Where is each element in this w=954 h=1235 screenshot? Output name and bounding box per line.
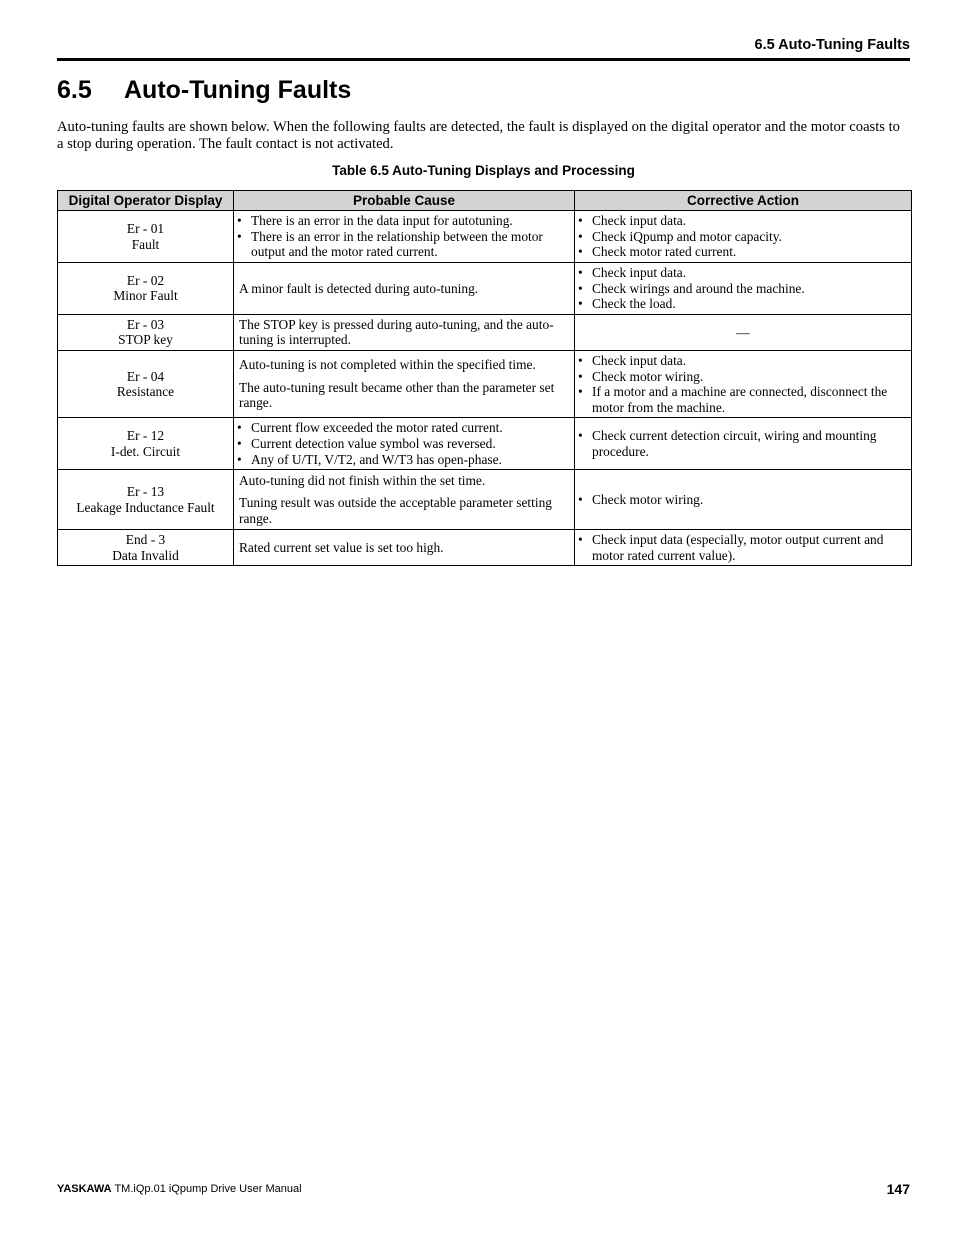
section-title-text: Auto-Tuning Faults <box>124 76 352 104</box>
column-header-display: Digital Operator Display <box>58 191 234 211</box>
cause-text: Tuning result was outside the acceptable parameter setting range. <box>239 495 552 526</box>
cause-item: • Any of U/TI, V/T2, and W/T3 has open-phase. <box>237 452 569 468</box>
fault-name: Leakage Inductance Fault <box>76 499 215 515</box>
fault-name: STOP key <box>118 332 173 348</box>
cause-item: • Current flow exceeded the motor rated current. <box>237 420 569 436</box>
footer-brand: YASKAWA <box>57 1183 112 1195</box>
cause-text: Auto-tuning is not completed within the specified time. <box>239 357 536 373</box>
action-item: • Check input data. <box>578 353 906 369</box>
auto-tuning-faults-table <box>57 190 912 566</box>
cause-text: Auto-tuning did not finish within the set time. <box>239 472 486 488</box>
running-header: 6.5 Auto-Tuning Faults <box>754 37 910 53</box>
fault-name: Resistance <box>116 384 175 400</box>
action-item: • Check the load. <box>578 296 906 312</box>
action-cell <box>575 263 912 315</box>
column-header-action: Corrective Action <box>575 191 912 211</box>
action-item: • Check motor wiring. <box>578 492 906 508</box>
action-item: • Check iQpump and motor capacity. <box>578 229 906 245</box>
table-row <box>58 211 912 263</box>
column-header-cause: Probable Cause <box>234 191 575 211</box>
cause-text: A minor fault is detected during auto-tuning. <box>239 280 479 296</box>
table-row <box>58 314 912 350</box>
cause-item: • There is an error in the data input for autotuning. <box>237 213 569 229</box>
display-cell <box>58 418 234 470</box>
action-item: • Check motor wiring. <box>578 369 906 385</box>
intro-paragraph: Auto-tuning faults are shown below. When the following faults are detected, the fault is displayed on the digital operator and the motor coasts to a stop during operation. The fault contact is not activated. <box>57 119 900 152</box>
display-cell <box>58 211 234 263</box>
cause-item: • Current detection value symbol was reversed. <box>237 436 569 452</box>
fault-name: I-det. Circuit <box>110 443 181 459</box>
action-item: • Check motor rated current. <box>578 244 906 260</box>
table-row <box>58 418 912 470</box>
footer-manual-name: TM.iQp.01 iQpump Drive User Manual <box>111 1183 302 1195</box>
fault-code: End - 3 <box>125 532 166 548</box>
footer-manual-title <box>57 1183 302 1195</box>
table-row <box>58 470 912 530</box>
cause-item: • There is an error in the relationship between the motor output and the motor rated current. <box>237 229 569 260</box>
action-cell <box>575 470 912 530</box>
cause-cell <box>234 263 575 315</box>
fault-name: Fault <box>131 236 160 252</box>
fault-code: Er - 03 <box>126 316 165 332</box>
display-cell <box>58 263 234 315</box>
header-rule <box>57 58 910 61</box>
section-title <box>57 76 351 105</box>
fault-name: Data Invalid <box>112 547 179 563</box>
action-cell <box>575 530 912 566</box>
action-item: • Check input data. <box>578 213 906 229</box>
action-item: • Check wirings and around the machine. <box>578 281 906 297</box>
cause-cell <box>234 418 575 470</box>
table-row <box>58 530 912 566</box>
display-cell <box>58 470 234 530</box>
action-item: • Check input data (especially, motor output current and motor rated current value). <box>578 532 906 563</box>
action-cell <box>575 211 912 263</box>
action-item: • If a motor and a machine are connected, disconnect the motor from the machine. <box>578 384 906 415</box>
fault-code: Er - 02 <box>126 272 165 288</box>
fault-code: Er - 13 <box>126 484 165 500</box>
table-caption: Table 6.5 Auto-Tuning Displays and Processing <box>332 163 635 178</box>
cause-text: The auto-tuning result became other than the parameter set range. <box>239 379 555 411</box>
fault-name: Minor Fault <box>113 288 178 304</box>
table-row <box>58 350 912 417</box>
action-cell <box>575 350 912 417</box>
cause-cell <box>234 470 575 530</box>
cause-text: The STOP key is pressed during auto-tuning, and the auto-tuning is interrupted. <box>239 316 554 348</box>
action-cell <box>575 418 912 470</box>
fault-code: Er - 12 <box>126 428 165 444</box>
table-row <box>58 263 912 315</box>
cause-cell <box>234 350 575 417</box>
display-cell <box>58 350 234 417</box>
display-cell <box>58 314 234 350</box>
cause-cell <box>234 314 575 350</box>
no-action-dash: — <box>736 324 750 340</box>
cause-cell <box>234 530 575 566</box>
action-cell <box>575 314 912 350</box>
fault-code: Er - 04 <box>126 368 165 384</box>
action-item: • Check input data. <box>578 265 906 281</box>
fault-code: Er - 01 <box>126 220 165 236</box>
cause-text: Rated current set value is set too high. <box>239 539 444 555</box>
table-header-row <box>58 191 912 211</box>
display-cell <box>58 530 234 566</box>
action-item: • Check current detection circuit, wiring and mounting procedure. <box>578 428 906 459</box>
page-number: 147 <box>886 1181 910 1197</box>
cause-cell <box>234 211 575 263</box>
section-number: 6.5 <box>57 76 92 104</box>
